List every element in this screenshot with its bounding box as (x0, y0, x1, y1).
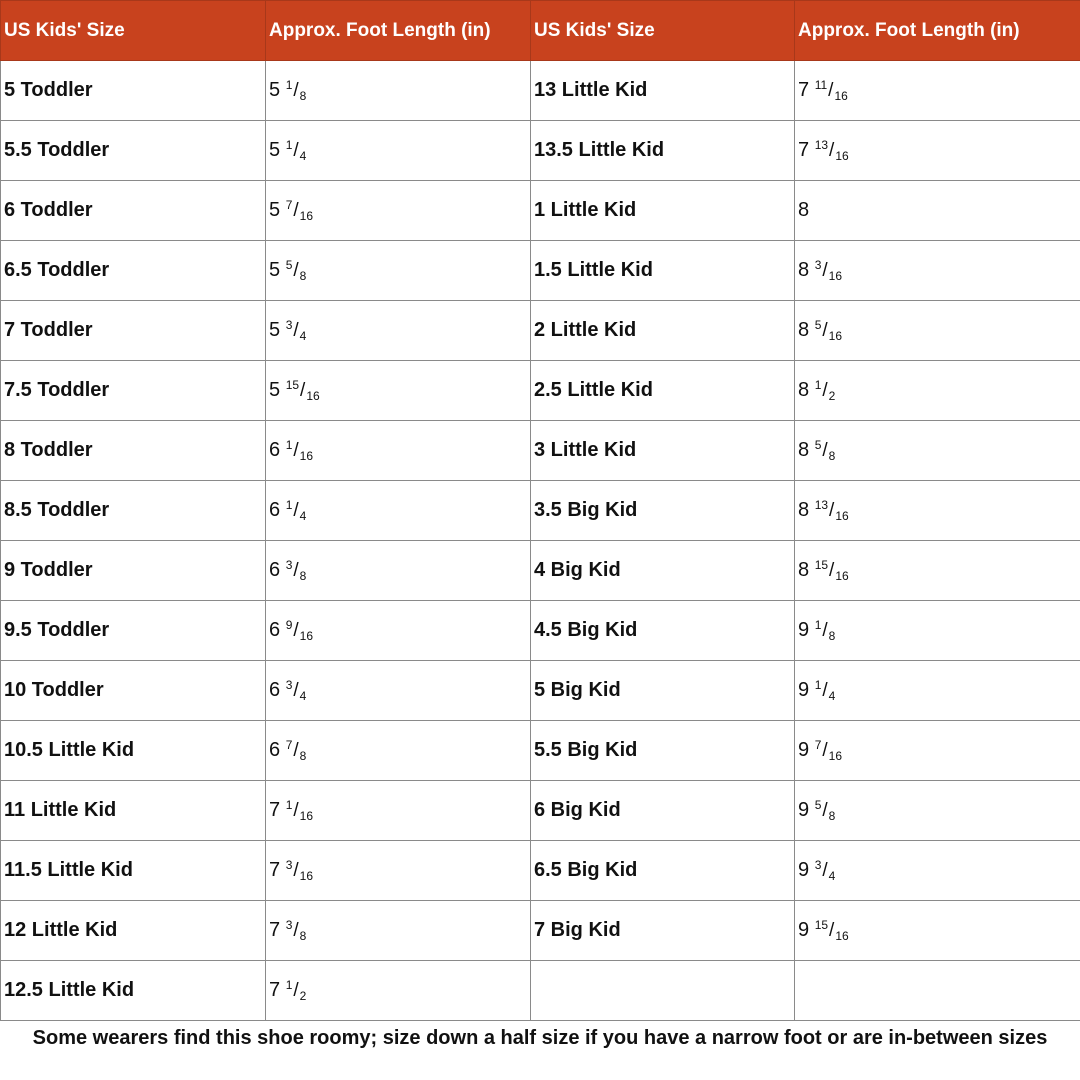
foot-length-cell: 7 $^{13}/_{16}$ (795, 121, 1080, 181)
shoe-size-cell: 10 Toddler (1, 661, 266, 721)
shoe-size-cell: 7 Toddler (1, 301, 266, 361)
shoe-size-cell: 5 Big Kid (531, 661, 795, 721)
shoe-size-cell: 13.5 Little Kid (531, 121, 795, 181)
shoe-size-cell: 6.5 Toddler (1, 241, 266, 301)
table-row (1, 841, 1080, 901)
shoe-size-cell: 1 Little Kid (531, 181, 795, 241)
table-row (1, 901, 1080, 961)
shoe-size-cell: 6 Big Kid (531, 781, 795, 841)
table-row (1, 541, 1080, 601)
shoe-size-cell: 12 Little Kid (1, 901, 266, 961)
foot-length-cell: 8 (795, 181, 1080, 241)
foot-length-cell: 6 $^7/_8$ (266, 721, 531, 781)
foot-length-cell: 7 $^3/_{16}$ (266, 841, 531, 901)
header-row (1, 1, 1080, 61)
table-row (1, 121, 1080, 181)
foot-length-cell: 9 $^1/_4$ (795, 661, 1080, 721)
shoe-size-cell: 12.5 Little Kid (1, 961, 266, 1021)
shoe-size-cell: 2.5 Little Kid (531, 361, 795, 421)
shoe-size-cell: 11 Little Kid (1, 781, 266, 841)
foot-length-cell: 6 $^3/_4$ (266, 661, 531, 721)
shoe-size-cell: 2 Little Kid (531, 301, 795, 361)
table-row (1, 421, 1080, 481)
shoe-size-cell: 7 Big Kid (531, 901, 795, 961)
foot-length-cell: 7 $^{11}/_{16}$ (795, 61, 1080, 121)
foot-length-cell (795, 961, 1080, 1021)
foot-length-cell: 5 $^{15}/_{16}$ (266, 361, 531, 421)
foot-length-cell: 6 $^1/_{16}$ (266, 421, 531, 481)
shoe-size-cell: 8 Toddler (1, 421, 266, 481)
shoe-size-cell: 9.5 Toddler (1, 601, 266, 661)
shoe-size-cell: 9 Toddler (1, 541, 266, 601)
shoe-size-cell: 6.5 Big Kid (531, 841, 795, 901)
shoe-size-cell: 5.5 Toddler (1, 121, 266, 181)
table-row (1, 301, 1080, 361)
table-row (1, 661, 1080, 721)
table-row (1, 181, 1080, 241)
foot-length-cell: 7 $^1/_2$ (266, 961, 531, 1021)
header-us-kids-size-2: US Kids' Size (531, 1, 795, 61)
foot-length-cell: 8 $^3/_{16}$ (795, 241, 1080, 301)
foot-length-cell: 9 $^{15}/_{16}$ (795, 901, 1080, 961)
fit-note: Some wearers find this shoe roomy; size down a half size if you have a narrow foot or are in-between sizes (32, 1027, 1048, 1049)
foot-length-cell: 7 $^3/_8$ (266, 901, 531, 961)
foot-length-cell: 8 $^{13}/_{16}$ (795, 481, 1080, 541)
table-row (1, 361, 1080, 421)
shoe-size-cell: 13 Little Kid (531, 61, 795, 121)
shoe-size-cell: 4.5 Big Kid (531, 601, 795, 661)
foot-length-cell: 5 $^7/_{16}$ (266, 181, 531, 241)
shoe-size-cell: 8.5 Toddler (1, 481, 266, 541)
shoe-size-cell: 6 Toddler (1, 181, 266, 241)
foot-length-cell: 9 $^7/_{16}$ (795, 721, 1080, 781)
foot-length-cell: 8 $^1/_2$ (795, 361, 1080, 421)
foot-length-cell: 5 $^5/_8$ (266, 241, 531, 301)
foot-length-cell: 5 $^3/_4$ (266, 301, 531, 361)
shoe-size-cell: 3.5 Big Kid (531, 481, 795, 541)
table-row (1, 961, 1080, 1021)
foot-length-cell: 9 $^1/_8$ (795, 601, 1080, 661)
shoe-size-cell: 5.5 Big Kid (531, 721, 795, 781)
foot-length-cell: 8 $^5/_{16}$ (795, 301, 1080, 361)
header-us-kids-size-1: US Kids' Size (1, 1, 266, 61)
foot-length-cell: 8 $^5/_8$ (795, 421, 1080, 481)
foot-length-cell: 7 $^1/_{16}$ (266, 781, 531, 841)
shoe-size-cell: 4 Big Kid (531, 541, 795, 601)
shoe-size-cell: 5 Toddler (1, 61, 266, 121)
foot-length-cell: 5 $^1/_4$ (266, 121, 531, 181)
foot-length-cell: 6 $^3/_8$ (266, 541, 531, 601)
header-foot-length-1: Approx. Foot Length (in) (266, 1, 531, 61)
foot-length-cell: 6 $^9/_{16}$ (266, 601, 531, 661)
header-foot-length-2: Approx. Foot Length (in) (795, 1, 1080, 61)
table-row (1, 781, 1080, 841)
foot-length-cell: 5 $^1/_8$ (266, 61, 531, 121)
shoe-size-cell: 10.5 Little Kid (1, 721, 266, 781)
table-row (1, 601, 1080, 661)
foot-length-cell: 9 $^3/_4$ (795, 841, 1080, 901)
shoe-size-cell: 7.5 Toddler (1, 361, 266, 421)
shoe-size-cell: 3 Little Kid (531, 421, 795, 481)
foot-length-cell: 8 $^{15}/_{16}$ (795, 541, 1080, 601)
table-row (1, 721, 1080, 781)
foot-length-cell: 6 $^1/_4$ (266, 481, 531, 541)
table-row (1, 241, 1080, 301)
table-row (1, 481, 1080, 541)
shoe-size-cell (531, 961, 795, 1021)
shoe-size-cell: 1.5 Little Kid (531, 241, 795, 301)
table-row (1, 61, 1080, 121)
foot-length-cell: 9 $^5/_8$ (795, 781, 1080, 841)
shoe-size-cell: 11.5 Little Kid (1, 841, 266, 901)
